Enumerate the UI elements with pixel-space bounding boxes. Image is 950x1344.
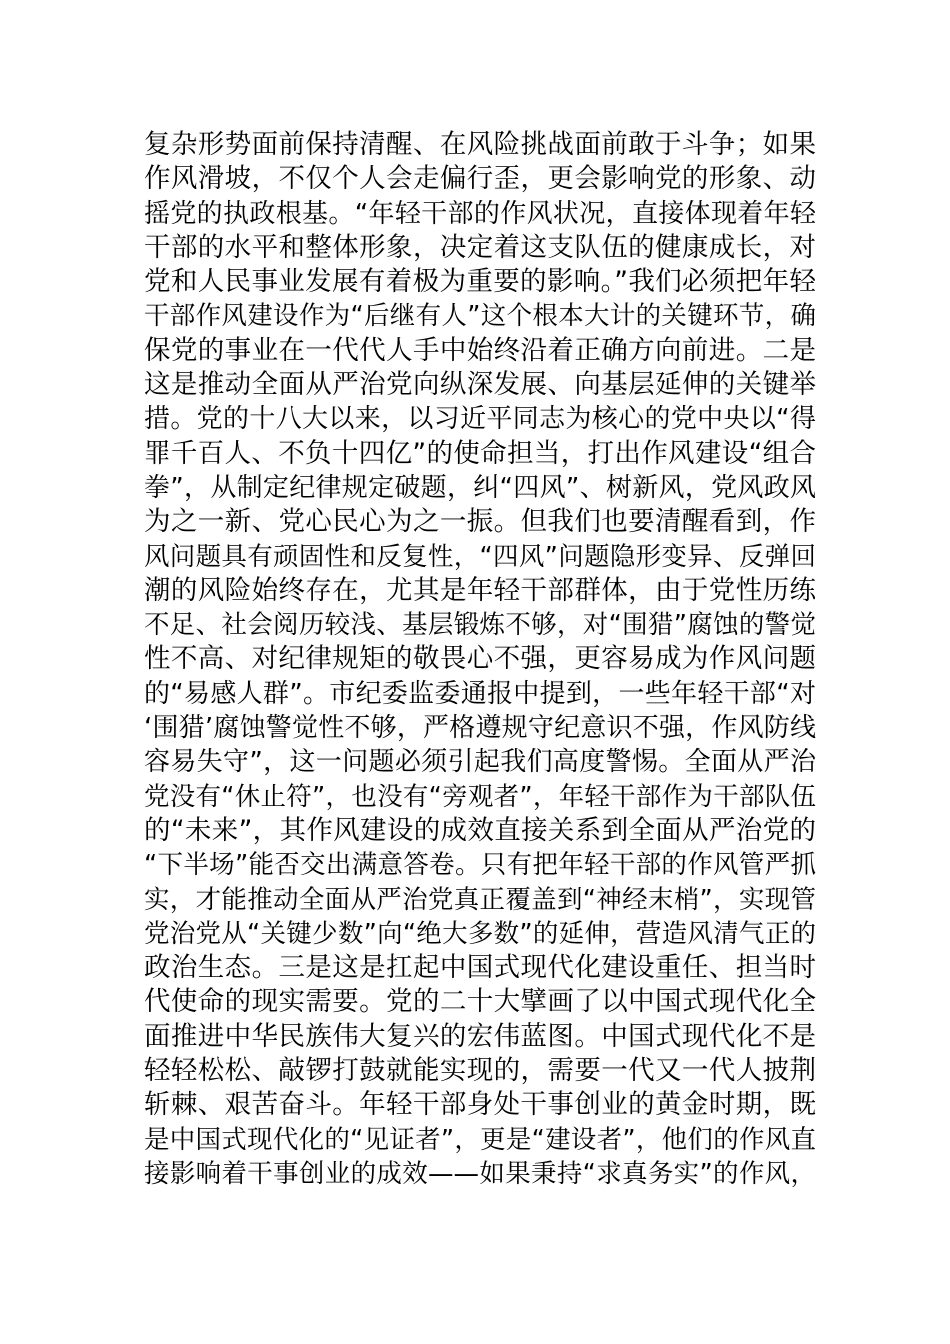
text-line: 党治党从“关键少数”向“绝大多数”的延伸，营造风清气正的 [144, 918, 816, 949]
text-line: 接影响着干事创业的成效——如果秉持“求真务实”的作风， [144, 1158, 816, 1189]
text-line: 性不高、对纪律规矩的敬畏心不强，更容易成为作风问题 [144, 643, 816, 675]
text-line: 干部的水平和整体形象，决定着这支队伍的健康成长，对 [144, 231, 816, 263]
text-line: 是中国式现代化的“见证者”，更是“建设者”，他们的作风直 [144, 1124, 816, 1155]
text-line: ‘围猎’腐蚀警觉性不够，严格遵规守纪意识不强，作风防线 [144, 713, 816, 744]
text-line: 面推进中华民族伟大复兴的宏伟蓝图。中国式现代化不是 [144, 1020, 816, 1052]
text-line: 作风滑坡，不仅个人会走偏行歪，更会影响党的形象、动 [144, 163, 816, 195]
text-line: 措。党的十八大以来，以习近平同志为核心的党中央以“得 [144, 404, 816, 435]
text-line: 复杂形势面前保持清醒、在风险挑战面前敢于斗争；如果 [144, 129, 816, 160]
text-line: 的“易感人群”。市纪委监委通报中提到，一些年轻干部“对 [144, 678, 816, 709]
text-line: 政治生态。三是这是扛起中国式现代化建设重任、担当时 [144, 952, 816, 984]
text-line: 党没有“休止符”，也没有“旁观者”，年轻干部作为干部队伍 [144, 781, 816, 812]
text-line: 这是推动全面从严治党向纵深发展、向基层延伸的关键举 [144, 369, 816, 401]
text-line: 干部作风建设作为“后继有人”这个根本大计的关键环节，确 [144, 301, 816, 332]
text-line: 代使命的现实需要。党的二十大擘画了以中国式现代化全 [144, 986, 816, 1018]
body-paragraph [144, 128, 816, 1191]
text-line: 不足、社会阅历较浅、基层锻炼不够，对“围猎”腐蚀的警觉 [144, 610, 816, 641]
text-line: 潮的风险始终存在，尤其是年轻干部群体，由于党性历练 [144, 574, 816, 606]
text-line: 罪千百人、不负十四亿”的使命担当，打出作风建设“组合 [144, 437, 816, 469]
text-line: 斩棘、艰苦奋斗。年轻干部身处干事创业的黄金时期，既 [144, 1089, 816, 1121]
text-line: 轻轻松松、敲锣打鼓就能实现的，需要一代又一代人披荆 [144, 1055, 816, 1087]
text-line: 拳”，从制定纪律规定破题，纠“四风”、树新风，党风政风 [144, 472, 816, 503]
text-line: 风问题具有顽固性和反复性，“四风”问题隐形变异、反弹回 [144, 541, 816, 572]
text-line: “下半场”能否交出满意答卷。只有把年轻干部的作风管严抓 [144, 850, 816, 881]
text-line: 为之一新、党心民心为之一振。但我们也要清醒看到，作 [144, 506, 816, 538]
text-line: 党和人民事业发展有着极为重要的影响。”我们必须把年轻 [144, 266, 816, 298]
text-line: 的“未来”，其作风建设的成效直接关系到全面从严治党的 [144, 814, 816, 846]
text-line: 实，才能推动全面从严治党真正覆盖到“神经末梢”，实现管 [144, 884, 816, 915]
text-line: 保党的事业在一代代人手中始终沿着正确方向前进。二是 [144, 334, 816, 366]
text-line: 容易失守”，这一问题必须引起我们高度警惕。全面从严治 [144, 747, 816, 778]
text-line: 摇党的执政根基。“年轻干部的作风状况，直接体现着年轻 [144, 198, 816, 229]
